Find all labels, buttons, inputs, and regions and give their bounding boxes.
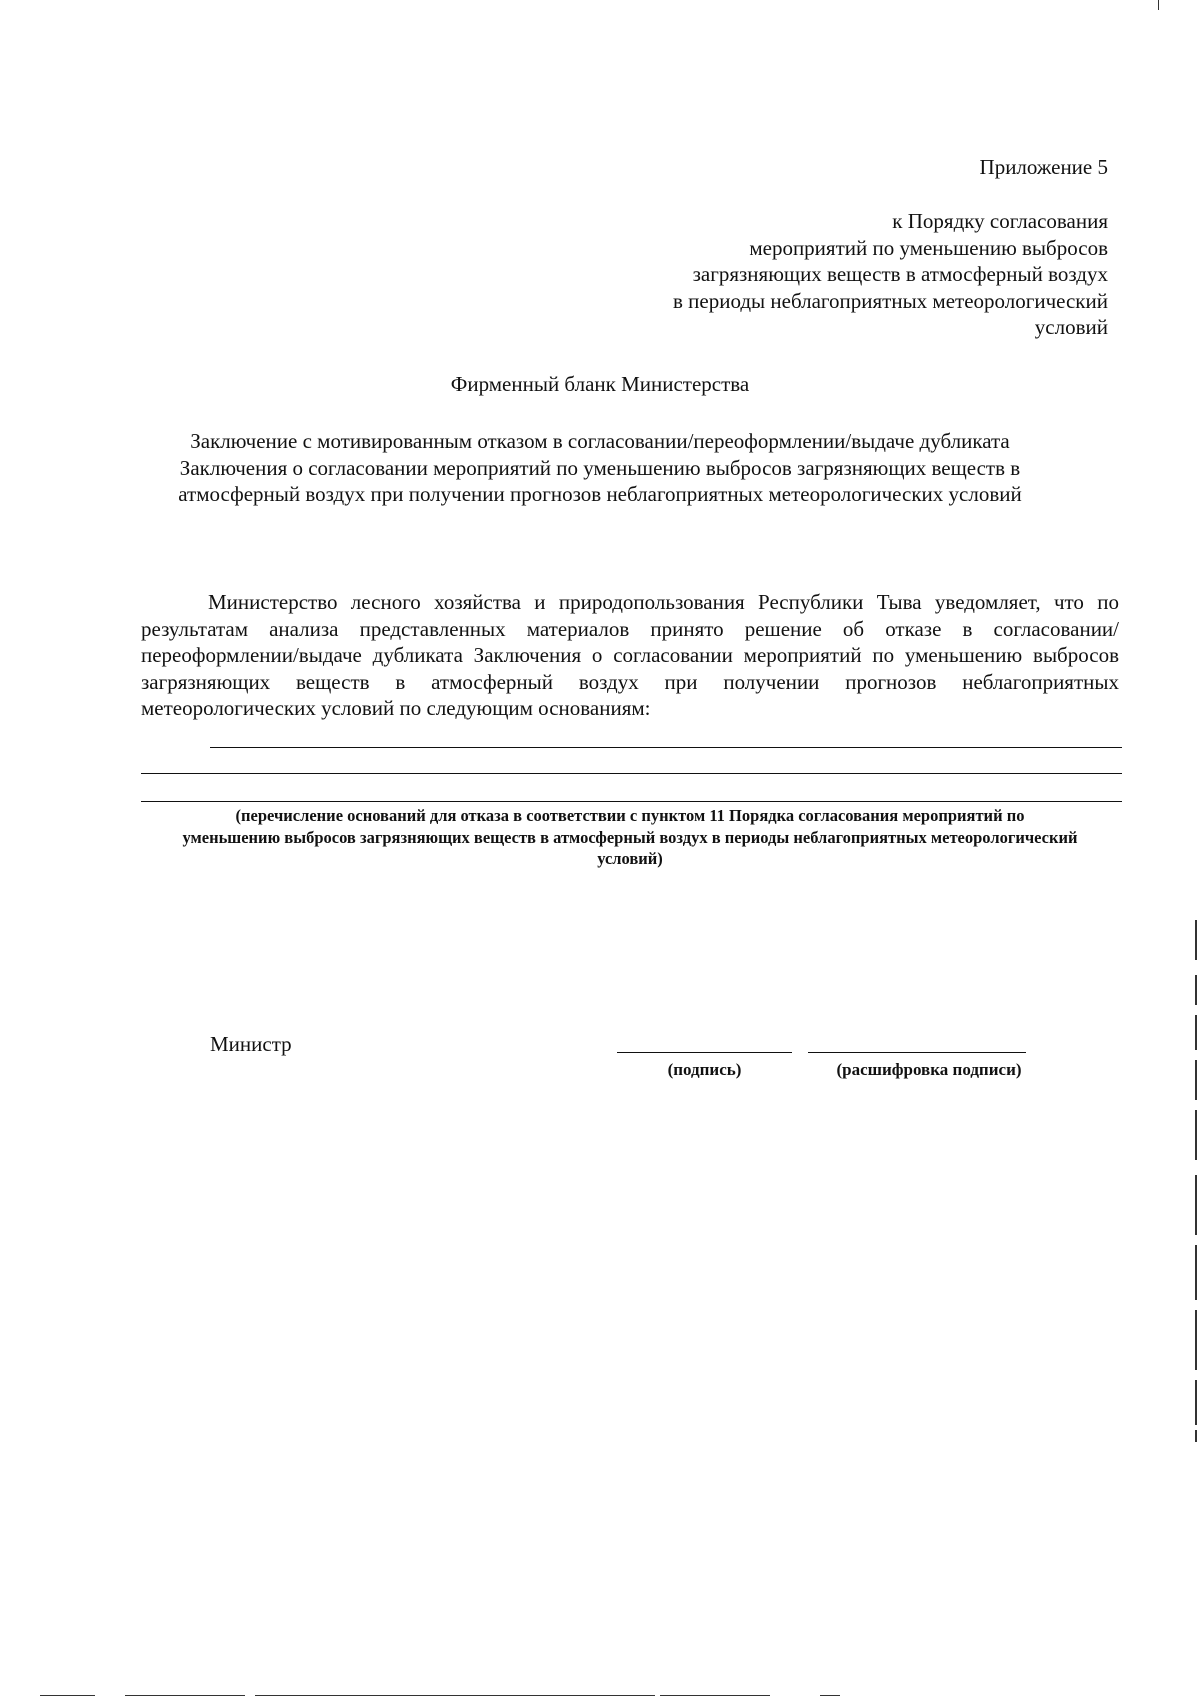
scan-artifact bbox=[820, 1695, 840, 1696]
footnote-line: (перечисление оснований для отказа в соответствии с пунктом 11 Порядка согласования мероприятий по bbox=[235, 806, 1025, 825]
scan-artifact bbox=[1195, 1310, 1197, 1370]
signature-decoding-caption: (расшифровка подписи) bbox=[836, 1060, 1022, 1079]
reason-fill-line bbox=[141, 801, 1122, 802]
signer-title: Министр bbox=[210, 1032, 292, 1056]
reason-fill-line bbox=[210, 747, 1122, 748]
annex-reference-line: к Порядку согласования bbox=[892, 209, 1108, 233]
body-paragraph: Министерство лесного хозяйства и природопользования Республики Тыва уведомляет, что по результатам анализа представленных материалов принято решение об отказе в согласовании/переоформлении/выдаче дубликата Заключения о согласовании мероприятий по уменьшению выбросов загрязняющих веществ в атмосферный воздух при получении прогнозов неблагоприятных метеорологических условий по следующим основаниям: bbox=[141, 590, 1119, 720]
scan-artifact bbox=[660, 1695, 770, 1696]
annex-reference-line: условий bbox=[1034, 315, 1108, 339]
scan-artifact bbox=[1195, 920, 1197, 960]
document-title-line: Заключения о согласовании мероприятий по уменьшению выбросов загрязняющих веществ в bbox=[179, 455, 1021, 480]
scan-artifact bbox=[1195, 975, 1197, 1005]
letterhead-placeholder: Фирменный бланк Министерства bbox=[450, 372, 750, 396]
annex-reference-line: загрязняющих веществ в атмосферный воздух bbox=[692, 262, 1108, 286]
signature-caption: (подпись) bbox=[667, 1060, 742, 1079]
annex-reference-line: мероприятий по уменьшению выбросов bbox=[749, 235, 1108, 260]
scan-artifact bbox=[1195, 1380, 1197, 1425]
document-title-line: атмосферный воздух при получении прогнозов неблагоприятных метеорологических условий bbox=[178, 482, 1022, 506]
scan-artifact bbox=[255, 1695, 655, 1696]
signature-line bbox=[617, 1052, 792, 1053]
document-title-line: Заключение с мотивированным отказом в согласовании/переоформлении/выдаче дубликата bbox=[190, 429, 1010, 453]
scan-artifact bbox=[1195, 1430, 1197, 1442]
footnote-line: уменьшению выбросов загрязняющих веществ в атмосферный воздух в периоды неблагоприятных метеорологический bbox=[182, 827, 1078, 847]
scan-artifact bbox=[125, 1695, 245, 1696]
scan-artifact bbox=[1195, 1245, 1197, 1300]
scan-artifact bbox=[1195, 1060, 1197, 1100]
reasons-footnote bbox=[130, 805, 1130, 870]
annex-reference-line: в периоды неблагоприятных метеорологический bbox=[673, 288, 1108, 313]
scan-artifact bbox=[1195, 1175, 1197, 1235]
annex-reference bbox=[673, 208, 1108, 341]
scan-artifact bbox=[1195, 1110, 1197, 1160]
annex-label: Приложение 5 bbox=[979, 155, 1108, 179]
scan-artifact bbox=[1195, 1015, 1197, 1050]
document-title bbox=[0, 428, 1200, 508]
footnote-line: условий) bbox=[597, 849, 663, 868]
scan-artifact bbox=[1158, 0, 1159, 10]
signature-decoding-line bbox=[808, 1052, 1026, 1053]
reason-fill-line bbox=[141, 773, 1122, 774]
scan-artifact bbox=[40, 1695, 95, 1696]
